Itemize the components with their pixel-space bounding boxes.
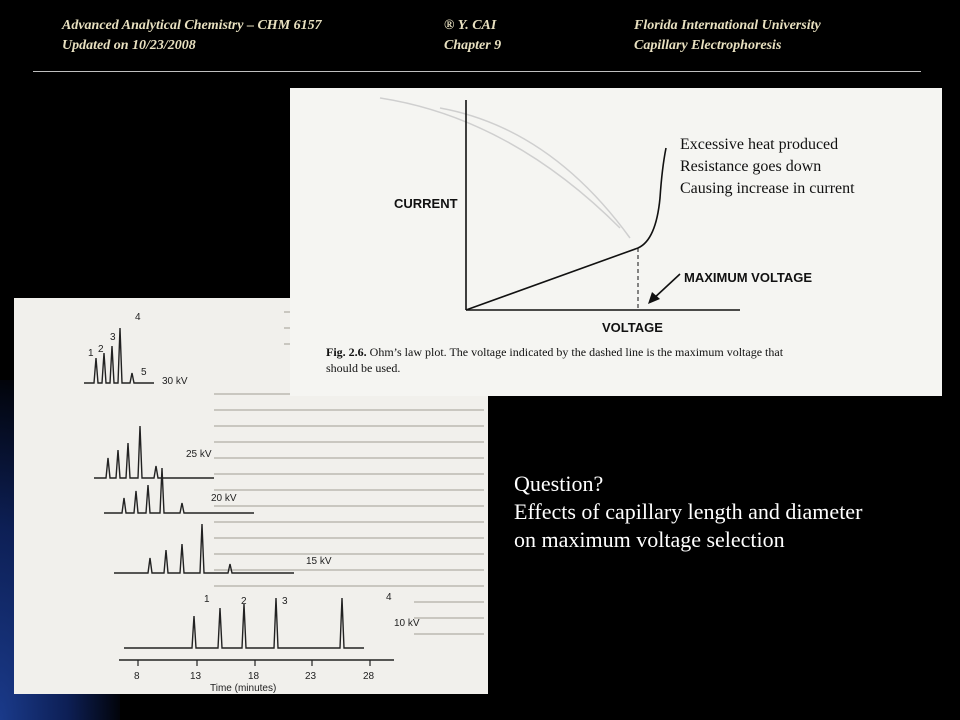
updated-date: Updated on 10/23/2008 — [62, 38, 196, 53]
peak-label-1-bottom: 1 — [204, 594, 210, 605]
background-residue — [380, 98, 630, 238]
peak-label-4-bottom: 4 — [386, 592, 392, 603]
figure-caption-line1: Fig. 2.6. Ohm’s law plot. The voltage indicated by the dashed line is the maximum voltage that — [326, 345, 784, 359]
peak-label-3-top: 3 — [110, 332, 116, 343]
max-voltage-label: MAXIMUM VOLTAGE — [684, 270, 813, 285]
peak-label-1-top: 1 — [88, 348, 94, 359]
annotation-line-3: Causing increase in current — [680, 180, 855, 197]
trace-label-15kv: 15 kV — [306, 556, 332, 567]
topic-name: Capillary Electrophoresis — [634, 38, 782, 53]
peak-label-5-top: 5 — [141, 367, 147, 378]
trace-label-10kv: 10 kV — [394, 618, 420, 629]
trace-label-30kv: 30 kV — [162, 376, 188, 387]
annotation-line-2: Resistance goes down — [680, 158, 822, 175]
university-name: Florida International University — [634, 18, 821, 33]
slide-header — [0, 14, 960, 64]
time-tick-13: 13 — [190, 671, 202, 682]
course-title: Advanced Analytical Chemistry – CHM 6157 — [62, 18, 322, 33]
question-line-2: on maximum voltage selection — [514, 527, 785, 552]
trace-15kv — [114, 524, 294, 573]
time-tick-23: 23 — [305, 671, 317, 682]
figure-caption-line2: should be used. — [326, 361, 401, 375]
ohm-curve — [466, 148, 666, 310]
question-block — [514, 470, 862, 554]
author: ® Y. CAI — [444, 18, 497, 33]
header-divider — [33, 71, 921, 72]
current-axis-label: CURRENT — [394, 196, 458, 211]
time-axis-label: Time (minutes) — [210, 683, 277, 694]
annotation-line-1: Excessive heat produced — [680, 136, 839, 153]
question-title: Question? — [514, 471, 604, 496]
time-tick-18: 18 — [248, 671, 260, 682]
ohms-law-scan — [290, 88, 942, 396]
voltage-axis-label: VOLTAGE — [602, 320, 663, 335]
trace-label-20kv: 20 kV — [211, 493, 237, 504]
peak-label-4-top: 4 — [135, 312, 141, 323]
peak-label-2-bottom: 2 — [241, 596, 247, 607]
peak-label-3-bottom: 3 — [282, 596, 288, 607]
time-tick-28: 28 — [363, 671, 375, 682]
question-line-1: Effects of capillary length and diameter — [514, 499, 863, 524]
chapter-label: Chapter 9 — [444, 38, 502, 53]
heat-annotation — [680, 134, 855, 200]
trace-label-25kv: 25 kV — [186, 449, 212, 460]
time-tick-8: 8 — [134, 671, 140, 682]
peak-label-2-top: 2 — [98, 344, 104, 355]
